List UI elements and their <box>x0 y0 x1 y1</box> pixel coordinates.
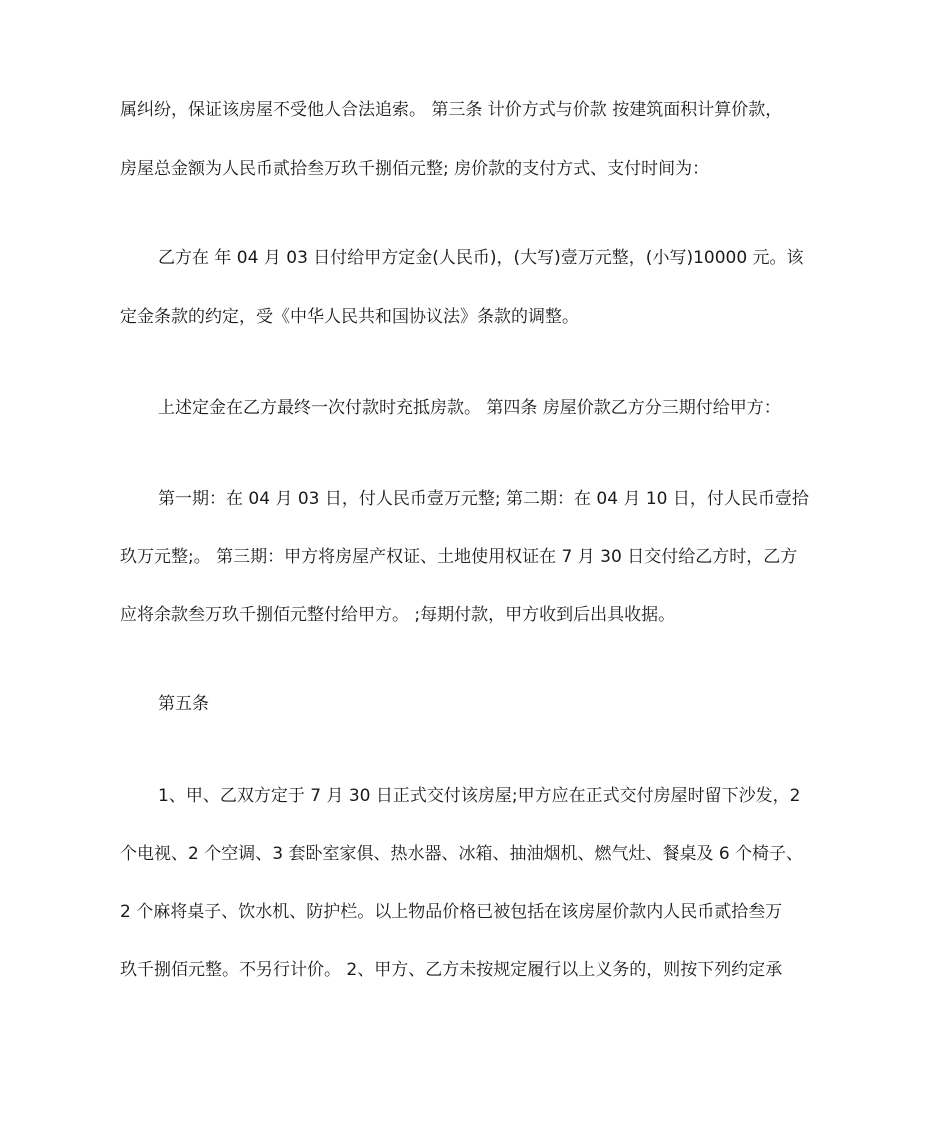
section-heading: 第五条 <box>158 694 209 714</box>
text-line-7: 玖万元整;。 第三期：甲方将房屋产权证、土地使用权证在 7 月 30 日交付给乙方时，乙方 <box>120 547 798 567</box>
text-line-13: 玖千捌佰元整。不另行计价。 2、甲方、乙方未按规定履行以上义务的，则按下列约定承 <box>120 960 783 980</box>
text-line-6: 第一期：在 04 月 03 日，付人民币壹万元整; 第二期：在 04 月 10 日，付人民币壹拾 <box>158 489 809 509</box>
text-line-1: 属纠纷，保证该房屋不受他人合法追索。 第三条 计价方式与价款 按建筑面积计算价款， <box>120 100 783 120</box>
text-line-2: 房屋总金额为人民币贰拾叁万玖千捌佰元整; 房价款的支付方式、支付时间为： <box>120 159 710 179</box>
text-line-12: 2 个麻将桌子、饮水机、防护栏。以上物品价格已被包括在该房屋价款内人民币贰拾叁万 <box>120 902 783 922</box>
text-line-5: 上述定金在乙方最终一次付款时充抵房款。 第四条 房屋价款乙方分三期付给甲方： <box>158 398 781 418</box>
text-line-11: 个电视、2 个空调、3 套卧室家俱、热水器、冰箱、抽油烟机、燃气灶、餐桌及 6 个椅子、 <box>120 844 804 864</box>
text-line-8: 应将余款叁万玖千捌佰元整付给甲方。 ;每期付款，甲方收到后出具收据。 <box>120 605 676 625</box>
text-line-10: 1、甲、乙双方定于 7 月 30 日正式交付该房屋;甲方应在正式交付房屋时留下沙发，2 <box>158 786 801 806</box>
text-line-4: 定金条款的约定，受《中华人民共和国协议法》条款的调整。 <box>120 307 579 327</box>
text-line-3: 乙方在 年 04 月 03 日付给甲方定金(人民币)，(大写)壹万元整，(小写)10000 元。该 <box>158 248 804 268</box>
